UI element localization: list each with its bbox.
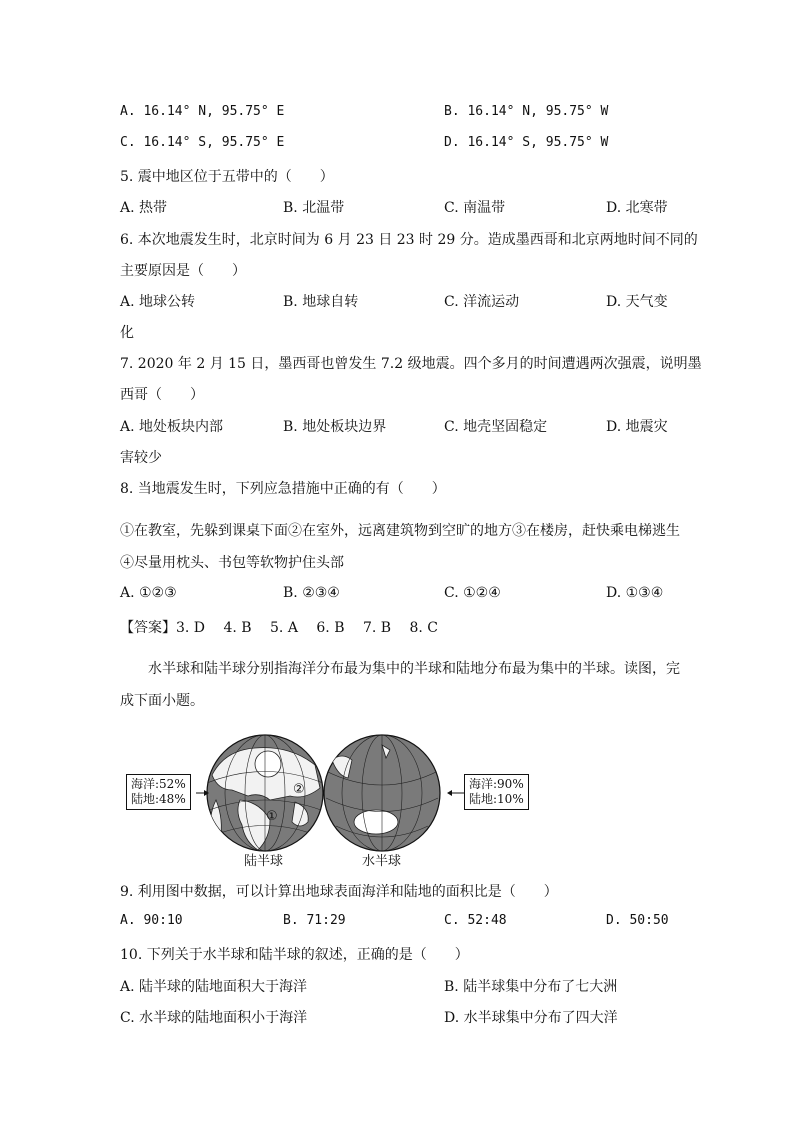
q5-option-d: D. 北寒带 (606, 200, 668, 216)
land-hemisphere-globe (207, 735, 323, 851)
land-hemisphere-marker-2: ② (293, 782, 305, 797)
q4-option-a: A. 16.14° N, 95.75° E (120, 104, 285, 119)
q9-option-a: A. 90:10 (120, 913, 183, 928)
water-hemisphere-globe (324, 735, 440, 851)
q10-option-a: A. 陆半球的陆地面积大于海洋 (120, 979, 308, 995)
q7-stem-line2: 西哥（ ） (120, 387, 204, 403)
passage-line1: 水半球和陆半球分别指海洋分布最为集中的半球和陆地分布最为集中的半球。读图，完 (148, 661, 680, 677)
q6-option-d-wrap: 化 (120, 325, 134, 341)
q8-option-a: A. ①②③ (120, 585, 177, 601)
hemisphere-figure (120, 730, 540, 870)
q8-stem: 8. 当地震发生时，下列应急措施中正确的有（ ） (120, 481, 446, 497)
q7-stem-line1: 7. 2020 年 2 月 15 日，墨西哥也曾发生 7.2 级地震。四个多月的时间遭遇两次强震，说明墨 (120, 356, 702, 372)
q10-option-b: B. 陆半球集中分布了七大洲 (444, 979, 618, 995)
q4-option-c: C. 16.14° S, 95.75° E (120, 135, 285, 150)
land-box-ocean: 海洋:52% (131, 777, 186, 791)
q7-option-d-wrap: 害较少 (120, 450, 162, 466)
land-hemisphere-marker-1: ① (266, 809, 278, 824)
q5-stem: 5. 震中地区位于五带中的（ ） (120, 169, 334, 185)
water-box-ocean: 海洋:90% (469, 777, 524, 791)
answer-line: 【答案】3. D 4. B 5. A 6. B 7. B 8. C (120, 620, 439, 636)
q6-option-b: B. 地球自转 (283, 294, 359, 310)
q6-option-c: C. 洋流运动 (444, 294, 520, 310)
q10-option-c: C. 水半球的陆地面积小于海洋 (120, 1010, 308, 1026)
land-hemisphere-caption: 陆半球 (244, 854, 284, 869)
q6-option-a: A. 地球公转 (120, 294, 196, 310)
q7-option-b: B. 地处板块边界 (283, 419, 387, 435)
q10-stem: 10. 下列关于水半球和陆半球的叙述，正确的是（ ） (120, 947, 469, 963)
q4-option-d: D. 16.14° S, 95.75° W (444, 135, 609, 150)
land-hemisphere-stats-box (126, 774, 191, 810)
water-box-arrowhead (447, 790, 452, 796)
q5-option-a: A. 热带 (120, 200, 168, 216)
q7-option-d: D. 地震灾 (606, 419, 668, 435)
q9-option-b: B. 71:29 (283, 913, 346, 928)
q5-option-c: C. 南温带 (444, 200, 506, 216)
q6-stem-line1: 6. 本次地震发生时，北京时间为 6 月 23 日 23 时 29 分。造成墨西哥和北京两地时间不同的 (120, 232, 698, 248)
water-box-land: 陆地:10% (469, 792, 524, 806)
q8-option-d: D. ①③④ (606, 585, 664, 601)
q9-stem: 9. 利用图中数据，可以计算出地球表面海洋和陆地的面积比是（ ） (120, 884, 558, 900)
q5-option-b: B. 北温带 (283, 200, 345, 216)
water-hemisphere-stats-box (464, 774, 529, 810)
q4-option-b: B. 16.14° N, 95.75° W (444, 104, 609, 119)
water-hemisphere-caption: 水半球 (362, 854, 402, 869)
q7-option-a: A. 地处板块内部 (120, 419, 224, 435)
land-box-land: 陆地:48% (131, 792, 186, 806)
q7-option-c: C. 地壳坚固稳定 (444, 419, 548, 435)
q9-option-d: D. 50:50 (606, 913, 669, 928)
q6-option-d: D. 天气变 (606, 294, 668, 310)
q8-items-line2: ④尽量用枕头、书包等软物护住头部 (120, 555, 344, 571)
q10-option-d: D. 水半球集中分布了四大洋 (444, 1010, 618, 1026)
passage-line2: 成下面小题。 (120, 693, 204, 709)
q9-option-c: C. 52:48 (444, 913, 507, 928)
q6-stem-line2: 主要原因是（ ） (120, 263, 246, 279)
q8-option-c: C. ①②④ (444, 585, 501, 601)
q8-option-b: B. ②③④ (283, 585, 340, 601)
q8-items-line1: ①在教室，先躲到课桌下面②在室外，远离建筑物到空旷的地方③在楼房，赶快乘电梯逃生 (120, 523, 680, 539)
